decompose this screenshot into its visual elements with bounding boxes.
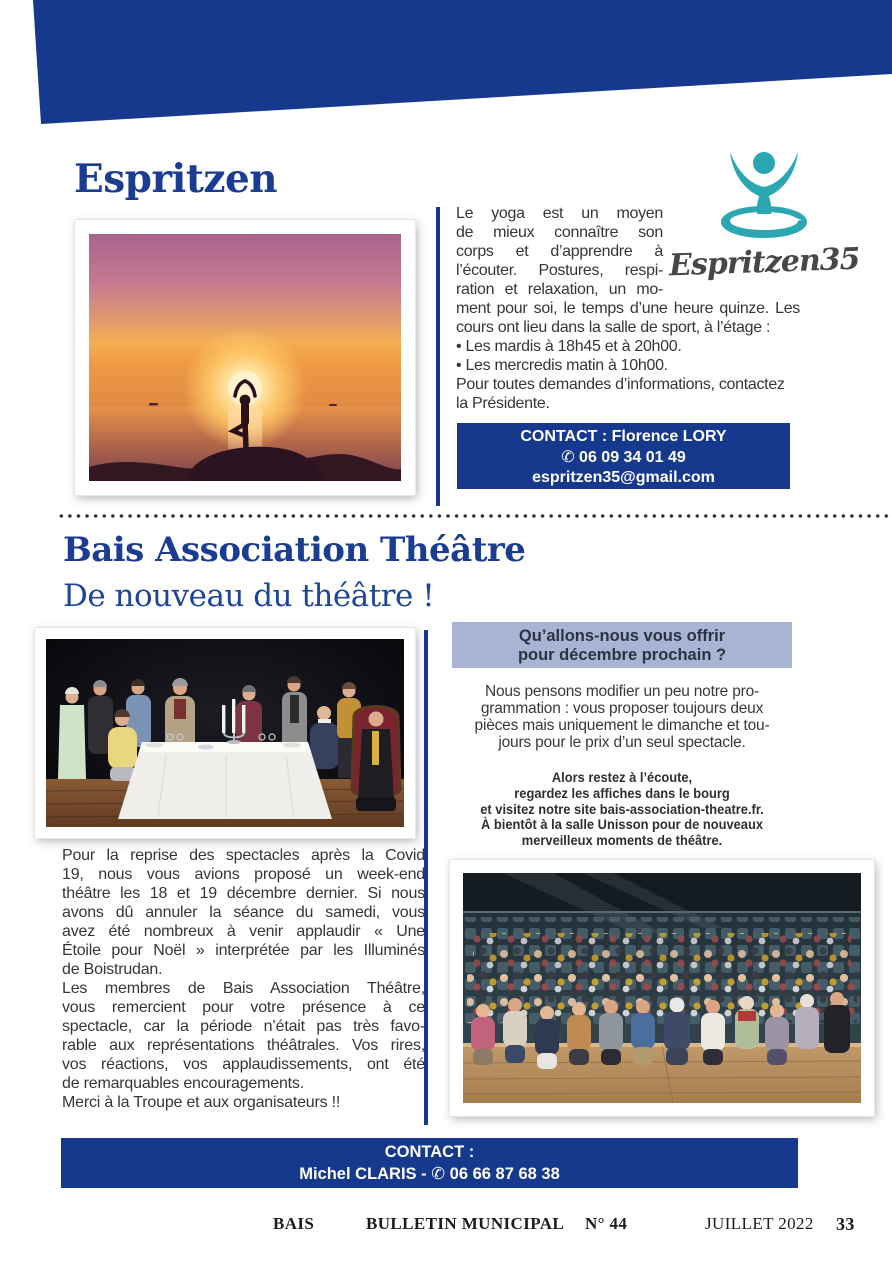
offer-line: Qu’allons-nous vous offrir (518, 627, 726, 645)
contact-phone: 06 09 34 01 49 (579, 449, 686, 466)
phone-icon: ✆ (431, 1164, 446, 1183)
body-line: pièces mais uniquement le dimanche et tou- (474, 717, 770, 734)
espritzen-contact-box (457, 423, 790, 489)
body-line: Merci à la Troupe et aux organisateurs !! (62, 1094, 341, 1111)
body-line: jours pour le prix d’un seul spectacle. (498, 734, 746, 751)
theatre-cast-illustration (46, 639, 404, 827)
announcement-paragraph (466, 770, 779, 849)
phone-icon: ✆ (561, 447, 575, 466)
body-line: la Présidente. (456, 395, 550, 412)
program-paragraph (452, 683, 792, 751)
header-banner (0, 0, 892, 124)
body-line: avons dû annuler la séance du samedi, vous (62, 904, 425, 921)
body-line: spectacle, car la période n’était pas très favo- (62, 1018, 425, 1035)
offer-headline-box (452, 622, 792, 668)
body-line: À bientôt à la salle Unisson pour de nouveaux (480, 816, 763, 833)
audience-illustration (463, 873, 861, 1103)
footer-page-number: 33 (836, 1214, 855, 1234)
body-line: vous remercient pour votre présence à ce (62, 999, 425, 1016)
espritzen-section-title: Espritzen (74, 156, 278, 202)
body-line: vos réactions, vos applaudissements, ont été (62, 1056, 425, 1073)
body-line: 19, nous vous avions proposé un week-end (62, 866, 425, 883)
theatre-section-subtitle: De nouveau du théâtre ! (63, 578, 435, 614)
schedule-bullet: • Les mercredis matin à 10h00. (456, 357, 668, 374)
body-line: grammation : vous proposer toujours deux (480, 700, 764, 717)
yoga-sunset-illustration (89, 234, 401, 481)
body-line: ration et relaxation, un mo- (456, 281, 663, 298)
body-line: cours ont lieu dans la salle de sport, à l’étage : (456, 319, 771, 336)
body-line: Alors restez à l’écoute, (551, 769, 693, 785)
body-line: théâtre les 18 et 19 décembre dernier. Si nous (62, 885, 425, 902)
body-line: l’écouter. Postures, respi- (456, 262, 663, 279)
offer-line: pour décembre prochain ? (517, 646, 727, 664)
footer-issue-number: N° 44 (585, 1214, 628, 1233)
contact-email: espritzen35@gmail.com (532, 469, 715, 486)
theatre-cast-photo (35, 628, 415, 838)
body-line: Pour toutes demandes d’informations, contactez (456, 376, 785, 393)
body-line: ment pour soi, le temps d’une heure quinze. Les (456, 300, 800, 317)
column-divider (436, 207, 440, 506)
body-line: Les membres de Bais Association Théâtre, (62, 980, 425, 997)
body-line: Nous pensons modifier un peu notre pro- (485, 683, 759, 700)
website-url-line: et visitez notre site bais-association-theatre.fr. (480, 800, 764, 817)
body-line: merveilleux moments de théâtre. (521, 832, 723, 849)
body-line: Pour la reprise des spectacles après la Covid (62, 847, 425, 864)
contact-name: CONTACT : Florence LORY (520, 428, 727, 445)
dotted-separator (57, 513, 890, 519)
espritzen-body-text (456, 204, 800, 413)
contact-phone: 06 66 87 68 38 (449, 1165, 560, 1183)
contact-title: CONTACT : (384, 1143, 475, 1161)
body-line: Le yoga est un moyen (456, 205, 663, 222)
footer-date: JUILLET 2022 (705, 1214, 814, 1233)
armchair-actor (352, 707, 400, 812)
logo-wordmark: Espritzen35 (668, 241, 860, 284)
schedule-bullet: • Les mardis à 18h45 et à 20h00. (456, 338, 682, 355)
yoga-sunset-photo (75, 220, 415, 495)
body-line: de mieux connaître son (456, 224, 663, 241)
body-line: de Boistrudan. (62, 961, 163, 978)
body-line: avez été nombreux à venir applaudir « Une (62, 923, 425, 940)
body-line: regardez les affiches dans le bourg (514, 784, 730, 801)
theatre-contact-box (61, 1138, 798, 1188)
body-line: corps et d’apprendre à (456, 243, 663, 260)
footer-publication: BULLETIN MUNICIPAL (366, 1214, 565, 1233)
theatre-section-title: Bais Association Théâtre (63, 530, 526, 570)
contact-phone-line (457, 447, 790, 468)
body-line: Étoile pour Noël » interprétée par les Illuminés (62, 942, 425, 959)
contact-phone-line (61, 1163, 798, 1185)
body-line: rable aux représentations théâtrales. Vos rires, (62, 1037, 425, 1054)
footer-municipality: BAIS (273, 1214, 315, 1233)
audience-photo (450, 860, 874, 1116)
theatre-body-text (62, 846, 425, 1112)
body-line: de remarquables encouragements. (62, 1075, 304, 1092)
contact-name: Michel CLARIS - (299, 1165, 427, 1183)
